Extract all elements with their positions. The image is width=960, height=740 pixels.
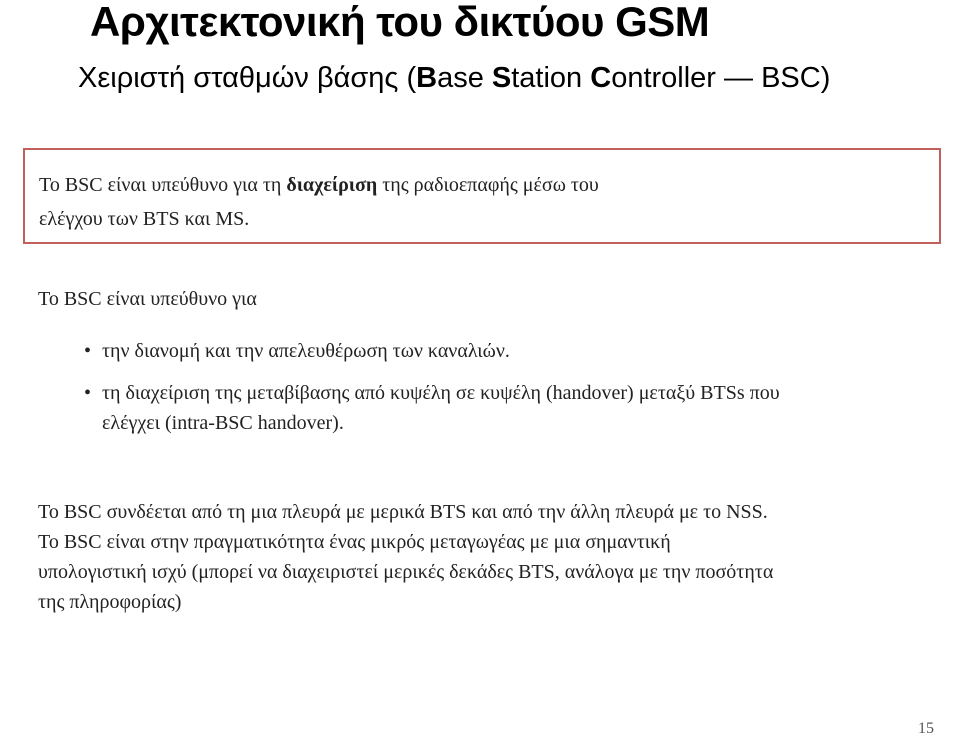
subtitle-ontroller: ontroller — BSC) [611,62,831,94]
responsibilities-heading: Το BSC είναι υπεύθυνο για [38,288,257,310]
highlight-line-2: ελέγχου των BTS και MS. [39,208,250,230]
paragraph-line-3: υπολογιστική ισχύ (μπορεί να διαχειριστεί μερικές δεκάδες BTS, ανάλογα με την ποσότητα [38,561,774,583]
highlight-line-1-post: της ραδιοεπαφής μέσω του [377,174,599,196]
highlight-line-1 [39,168,919,202]
page-number: 15 [918,720,934,737]
highlight-box [23,148,941,244]
slide-title: Αρχιτεκτονική του δικτύου GSM [90,0,710,45]
paragraph-line-4: της πληροφορίας) [38,591,182,613]
subtitle-s: S [491,62,512,94]
slide-subtitle [78,62,830,95]
list-item [84,336,944,366]
highlight-line-1-pre: Το BSC είναι υπεύθυνο για τη [39,174,287,196]
subtitle-c: C [590,62,612,94]
subtitle-b: B [416,62,438,94]
bullet-icon: • [84,382,92,404]
paragraph-line-2: Το BSC είναι στην πραγματικότητα ένας μικρός μεταγωγέας με μια σημαντική [38,531,671,553]
subtitle-prefix: Χειριστή σταθμών βάσης ( [78,62,417,94]
list-item-text-line-2: ελέγχει (intra-BSC handover). [102,412,344,434]
responsibilities-list [84,336,944,438]
list-item-text: την διανομή και την απελευθέρωση των καναλιών. [102,340,510,362]
highlight-bold-term: διαχείριση [286,174,378,196]
list-item-text-line-1: τη διαχείριση της μεταβίβασης από κυψέλη σε κυψέλη (handover) μεταξύ BTSs που [102,382,780,404]
paragraph-line-1: Το BSC συνδέεται από τη μια πλευρά με μερικά BTS και από την άλλη πλευρά με το NSS. [38,501,768,523]
bullet-icon: • [84,340,92,362]
bsc-paragraph [38,497,948,617]
list-item [84,378,944,438]
subtitle-ase: ase [437,62,492,94]
subtitle-tation: tation [511,62,591,94]
